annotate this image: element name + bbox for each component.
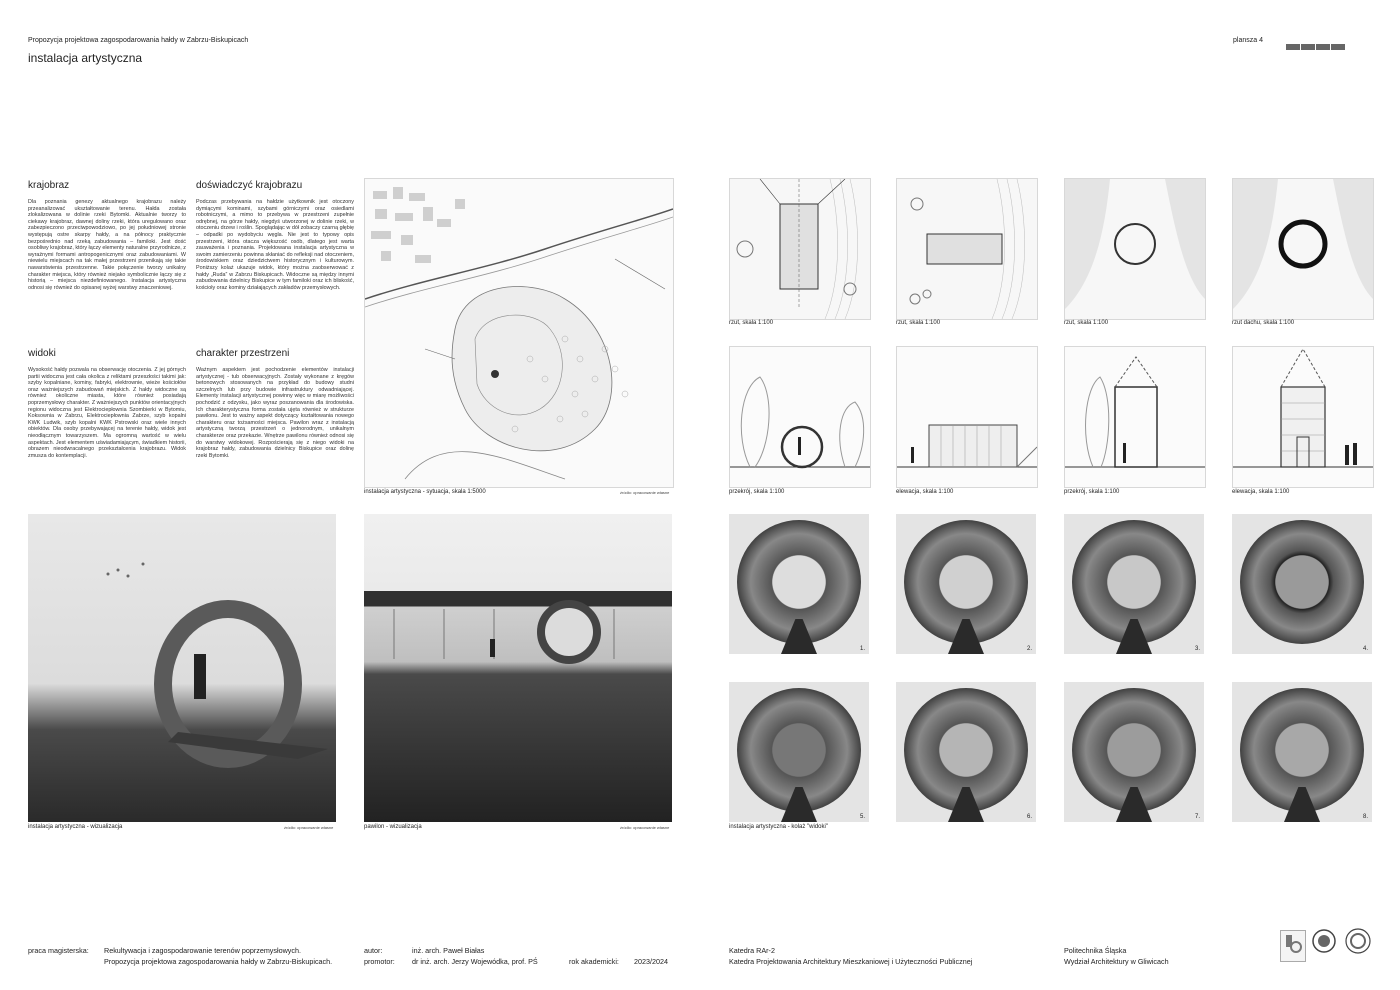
views-collage (729, 514, 1372, 822)
elevation-drawing-1 (896, 346, 1038, 488)
collage-tile: 2. (896, 514, 1036, 654)
visualization-caption: pawilon - wizualizacja (364, 824, 422, 830)
sheet-progress (1286, 37, 1346, 55)
project-title: Propozycja projektowa zagospodarowania hałdy w Zabrzu-Biskupicach (28, 37, 249, 44)
installation-visualization (28, 514, 336, 822)
section-body: Ważnym aspektem jest pochodzenie elementów instalacji artystycznej - tub obserwacyjnych. Zostały wykonane z kręgów betonowych stosowanych na przykład do budowy studni szczelnych lub przy budowie infrastruktury odwadniającej. Elementy instalacji artystycznej powinny więc w miarę możliwości pochodzić z odzysku, jako wyraz poszanowania dla środowiska. Ich charakterystyczna forma została ujęta również w strukturze pawilonu. Jest to ważny aspekt dotyczący kształtowania nowego charakteru oraz tożsamości miejsca. Pawilon wraz z instalacją artystyczną tworzą przestrzeń o jednorodnym, unikalnym charakterze oraz przekazie. Wnętrze pawilonu również odnosi się do warstwy widokowej. Rozpościerają się z niego widoki na krajobraz hałdy, zabudowania dzielnicy Biskupice oraz dolinę rzeki Bytomki. (196, 367, 354, 459)
faculty-logo-icon (1280, 930, 1306, 962)
collage-tile: 7. (1064, 682, 1204, 822)
elevation-drawing-2 (1232, 346, 1374, 488)
credit: źródło: opracowanie własne (284, 825, 334, 830)
section-heading: krajobraz (28, 180, 70, 191)
drawing-caption: przekrój, skala 1:100 (1064, 489, 1120, 495)
collage-tile: 4. (1232, 514, 1372, 654)
visualization-caption: instalacja artystyczna - wizualizacja (28, 824, 123, 830)
pavilion-visualization (364, 514, 672, 822)
promotor-name: dr inż. arch. Jerzy Wojewódka, prof. PŚ (412, 957, 538, 966)
section-body: Podczas przebywania na hałdzie użytkownik jest otoczony dymiącymi kominami, szybami górniczymi oraz osiedlami robotniczymi, a mimo to przebywa w przestrzeni zupełnie odrębnej, na górze hałdy, niegdyś utworzonej w dolinie rzeki, w otoczeniu drzew i roślin. Spoglądając w dół zobaczy czarną głębię – odpadki po wydobyciu węgla. Nie jest to typowy opis przestrzeni, która otacza większość osób, dlatego jest warta zauważenia i poznania. Projektowana instalacja artystyczna w swoim zamierzeniu powinna skłaniać do refleksji nad otoczeniem, środowiskiem oraz dziedzictwem historycznym i kulturowym. Poniższy kolaż ukazuje widok, który można zaobserwować z hałdy „Ruda” w Zabrzu Biskupicach. Widoczne są między innymi zabudowania dzielnicy Biskupice w tym familoki oraz ich bliskość, kościoły oraz kominy działających zakładów przemysłowych. (196, 199, 354, 291)
text-block-landscape (28, 180, 186, 291)
department-line-1: Katedra RAr-2 (729, 946, 775, 955)
collage-tile: 1. (729, 514, 869, 654)
section-drawing-1 (729, 346, 871, 488)
drawing-caption: elewacja, skala 1:100 (896, 489, 954, 495)
collage-tile: 8. (1232, 682, 1372, 822)
sheet-label: plansza 4 (1233, 37, 1263, 44)
text-block-character (196, 348, 354, 459)
department-seal-icon (1344, 928, 1372, 960)
department-line-2: Katedra Projektowania Architektury Mieszkaniowej i Użyteczności Publicznej (729, 957, 973, 966)
university-line-2: Wydział Architektury w Gliwicach (1064, 957, 1169, 966)
university-seal-icon (1311, 928, 1337, 960)
credit: źródło: opracowanie własne (620, 825, 670, 830)
drawing-caption: przekrój, skala 1:100 (729, 489, 785, 495)
collage-tile: 5. (729, 682, 869, 822)
collage-caption: instalacja artystyczna - kolaż "widoki" (729, 824, 828, 830)
section-body: Wysokość hałdy pozwala na obserwację otoczenia. Z jej górnych partii widoczna jest cała okolica z reliktami przeszłości takimi jak: szyby kopalniane, kominy, fabryki, elektrownie, wieże kościołów oraz ważniejszych zabudowań miejskich. Z hałdy widoczne są również okoliczne miasta, które również posiadają poprzemysłowy charakter. Z ważniejszych punktów orientacyjnych regionu widoczna jest Elektrociepłownia Szombierki w Bytomiu, Koksownia w Zabrzu, Elektrociepłownia Zabrze, szyb kopalni KWK Ludwik, szyb kopalni KWK Pstrowski oraz wiele innych obiektów. Dla osoby przebywającej na terenie hałdy, widok jest nieodłącznym towarzyszem. Ma ogromną wartość w wielu aspektach. Jest elementem uświadamiającym, świadkiem historii, obrazem nieodwracalnego przekształcenia krajobrazu. Widok zmusza do kontemplacji. (28, 367, 186, 459)
sheet-title: instalacja artystyczna (28, 51, 143, 65)
year-label: rok akademicki: (569, 957, 619, 966)
drawing-caption: rzut, skala 1:100 (729, 320, 774, 326)
plan-drawing-2 (896, 178, 1038, 320)
section-drawing-2 (1064, 346, 1206, 488)
university-line-1: Politechnika Śląska (1064, 946, 1127, 955)
drawing-caption: elewacja, skala 1:100 (1232, 489, 1290, 495)
drawing-caption: rzut dachu, skala 1:100 (1232, 320, 1295, 326)
academic-year: 2023/2024 (634, 957, 668, 966)
collage-tile: 6. (896, 682, 1036, 822)
text-block-views (28, 348, 186, 459)
section-heading: doświadczyć krajobrazu (196, 180, 303, 191)
text-block-experience (196, 180, 354, 291)
site-plan-map (364, 178, 674, 488)
collage-tile: 3. (1064, 514, 1204, 654)
plan-drawing-3 (1064, 178, 1206, 320)
thesis-line-2: Propozycja projektowa zagospodarowania hałdy w Zabrzu-Biskupicach. (104, 957, 333, 966)
plan-drawing-1 (729, 178, 871, 320)
author-name: inż. arch. Paweł Białas (412, 946, 485, 955)
site-plan-caption: instalacja artystyczna - sytuacja, skala 1:5000 (364, 489, 486, 495)
drawing-caption: rzut, skala 1:100 (1064, 320, 1109, 326)
section-body: Dla poznania genezy aktualnego krajobrazu należy przeanalizować ukształtowanie terenu. Hałda została zlokalizowana w dolinie rzeki Bytomki. Aktualnie tworzy to ciekawy krajobraz, dawnej doliny rzeki, która uregulowano oraz zabezpieczono przeciwpowodziowo, po jej południowej stronie występują ostre skarpy hałdy, a na północy praktycznie bezpośrednio nad rzeką zabudowania – familoki. Jest dość osobliwy krajobraz, który łączy elementy naturalne przyrodnicze, z wyraźnymi formami antropogenicznymi oraz zabudowaniami. W niewielu miejscach na tak małej przestrzeni przenikają się takie nawarstwienia przestrzenne. Takie połączenie tworzy unikalny charakter miejsca, który również niejako symbolicznie łączy się z historią – miejsca niezdefiniowanego. Instalacja artystyczna odnosi się również do opisanej wyżej warstwy znaczeniowej. (28, 199, 186, 291)
promotor-label: promotor: (364, 957, 395, 966)
site-plan-drawing (365, 179, 673, 487)
thesis-label: praca magisterska: (28, 946, 89, 955)
section-heading: charakter przestrzeni (196, 348, 290, 359)
author-label: autor: (364, 946, 383, 955)
roof-plan-drawing (1232, 178, 1374, 320)
thesis-line-1: Rekultywacja i zagospodarowanie terenów poprzemysłowych. (104, 946, 301, 955)
drawing-caption: rzut, skala 1:100 (896, 320, 941, 326)
credit: źródło: opracowanie własne (620, 490, 670, 495)
section-heading: widoki (28, 348, 56, 359)
